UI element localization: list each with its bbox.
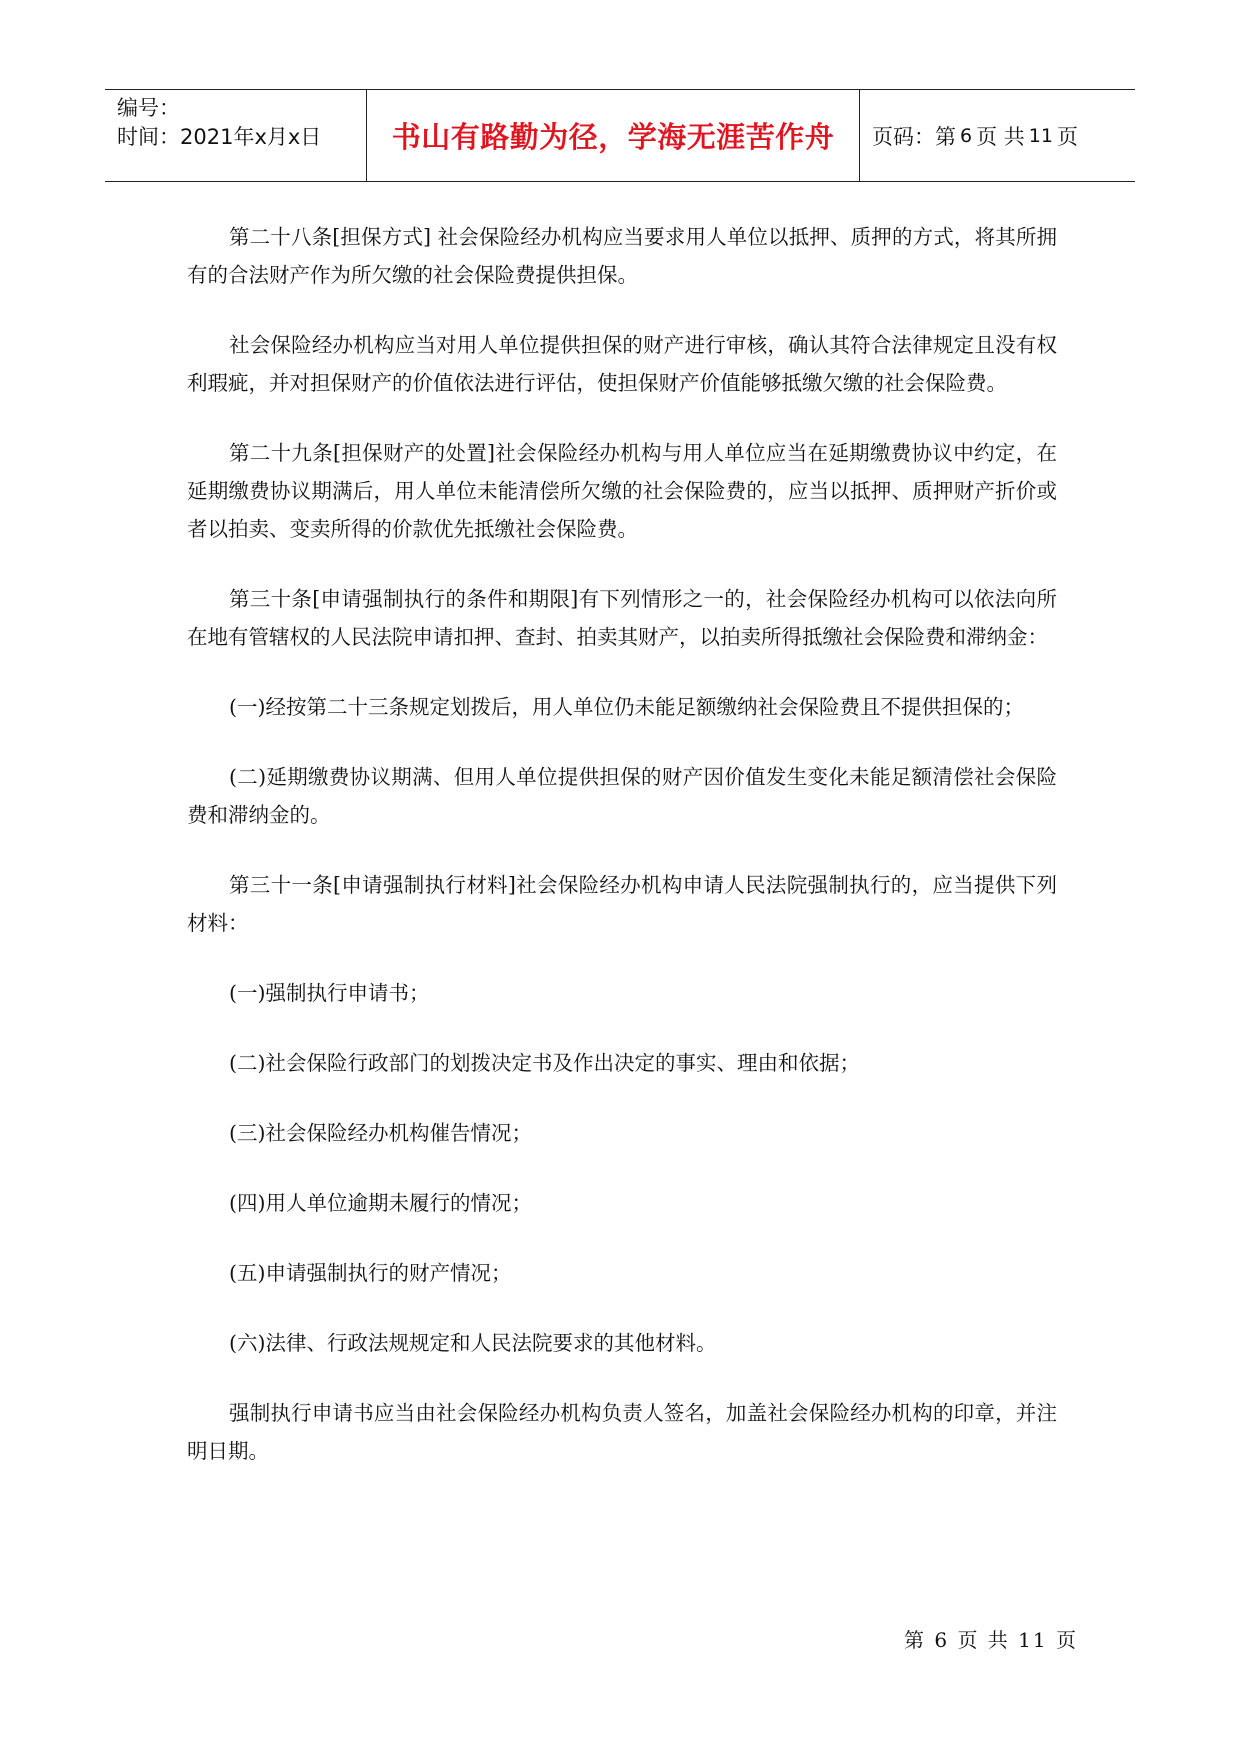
list-item-31-5: (五)申请强制执行的财产情况； [229, 1261, 512, 1285]
list-item-31-3: (三)社会保险经办机构催告情况； [229, 1121, 532, 1145]
page-suffix: 页 [1056, 124, 1078, 149]
list-item-31-1: (一)强制执行申请书； [229, 981, 430, 1005]
list-item-30-1: (一)经按第二十三条规定划拨后，用人单位仍未能足额缴纳社会保险费且不提供担保的； [229, 695, 1024, 719]
document-number-label: 编号： [117, 96, 180, 120]
paragraph-article-31: 第三十一条[申请强制执行材料]社会保险经办机构申请人民法院强制执行的，应当提供下列材料： [187, 873, 1057, 935]
header-page-number [860, 90, 1135, 181]
document-body [187, 218, 1057, 1502]
list-item-31-4: (四)用人单位逾期未履行的情况； [229, 1191, 532, 1215]
paragraph-signature-requirement: 强制执行申请书应当由社会保险经办机构负责人签名，加盖社会保险经办机构的印章，并注明日期。 [187, 1401, 1057, 1463]
paragraph-article-29: 第二十九条[担保财产的处置]社会保险经办机构与用人单位应当在延期缴费协议中约定，在延期缴费协议期满后，用人单位未能清偿所欠缴的社会保险费的，应当以抵押、质押财产折价或者以拍卖、变卖所得的价款优先抵缴社会保险费。 [187, 441, 1057, 541]
document-time: 时间：2021年x月x日 [117, 125, 322, 149]
paragraph-article-30: 第三十条[申请强制执行的条件和期限]有下列情形之一的，社会保险经办机构可以依法向所在地有管辖权的人民法院申请扣押、查封、拍卖其财产，以拍卖所得抵缴社会保险费和滞纳金： [187, 587, 1057, 649]
page-header [105, 89, 1135, 182]
list-item-30-2: (二)延期缴费协议期满、但用人单位提供担保的财产因价值发生变化未能足额清偿社会保险费和滞纳金的。 [187, 765, 1057, 827]
header-meta [105, 90, 367, 181]
paragraph-article-28-review: 社会保险经办机构应当对用人单位提供担保的财产进行审核，确认其符合法律规定且没有权利瑕疵，并对担保财产的价值依法进行评估，使担保财产价值能够抵缴欠缴的社会保险费。 [187, 333, 1057, 395]
page-footer: 第 6 页 共 11 页 [904, 1628, 1078, 1652]
page-current: 6 [960, 124, 973, 147]
page-total: 11 [1028, 124, 1053, 147]
list-item-31-2: (二)社会保险行政部门的划拨决定书及作出决定的事实、理由和依据； [229, 1051, 860, 1075]
page-prefix: 页码：第 [872, 124, 956, 149]
list-item-31-6: (六)法律、行政法规规定和人民法院要求的其他材料。 [229, 1331, 717, 1355]
page-mid: 页 共 [976, 124, 1025, 149]
paragraph-article-28: 第二十八条[担保方式] 社会保险经办机构应当要求用人单位以抵押、质押的方式，将其所拥有的合法财产作为所欠缴的社会保险费提供担保。 [187, 225, 1057, 287]
header-motto: 书山有路勤为径，学海无涯苦作舟 [367, 90, 860, 181]
